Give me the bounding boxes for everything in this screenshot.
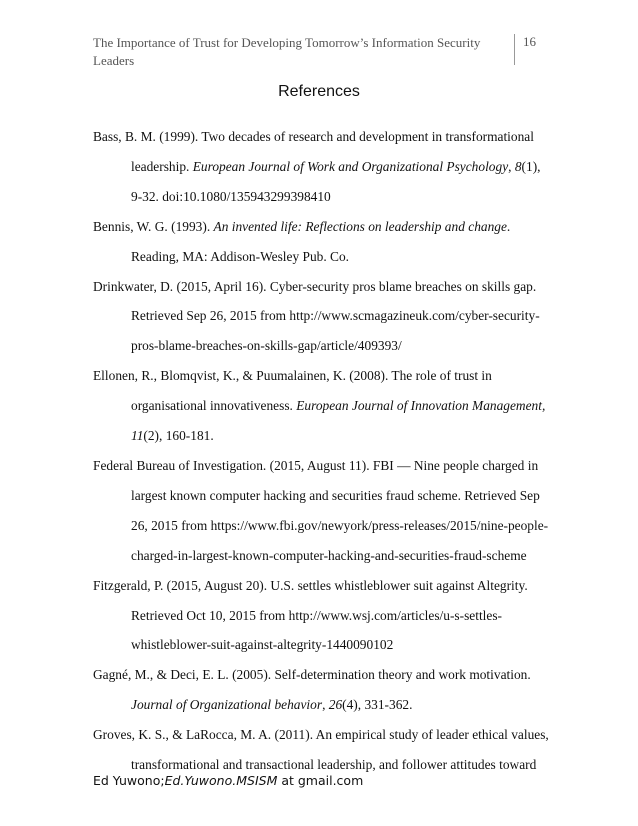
- reference-entry: Bass, B. M. (1999). Two decades of research and development in transformational leadership. European Journal of Work and Organizational Psychology, 8(1), 9-32. doi:10.1080/135943299398410: [93, 129, 541, 204]
- reference-entry: Bennis, W. G. (1993). An invented life: Reflections on leadership and change. Reading, MA: Addison-Wesley Pub. Co.: [93, 218, 511, 264]
- footer-contact: Ed Yuwono;Ed.Yuwono.MSISM at gmail.com: [93, 773, 364, 788]
- reference-entry: Fitzgerald, P. (2015, August 20). U.S. settles whistleblower suit against Altegrity. Retrieved Oct 10, 2015 from http://www.wsj.com/articles/u-s-settles-whistleblower-suit-against-altegrity-1440090102: [93, 577, 528, 653]
- reference-list: [93, 122, 553, 780]
- reference-entry: Ellonen, R., Blomqvist, K., & Puumalainen, K. (2008). The role of trust in organisational innovativeness. European Journal of Innovation Management, 11(2), 160-181.: [93, 368, 546, 444]
- reference-entry: Gagné, M., & Deci, E. L. (2005). Self-determination theory and work motivation. Journal of Organizational behavior, 26(4), 331-362.: [93, 667, 531, 713]
- running-header-title: The Importance of Trust for Developing Tomorrow’s Information Security Leaders: [93, 35, 481, 68]
- reference-entry: Drinkwater, D. (2015, April 16). Cyber-security pros blame breaches on skills gap. Retrieved Sep 26, 2015 from http://www.scmagazineuk.com/cyber-security-pros-blame-breaches-on-skills-gap/article/409393/: [93, 278, 540, 354]
- header-divider: [514, 34, 515, 65]
- reference-entry: Federal Bureau of Investigation. (2015, August 11). FBI — Nine people charged in largest known computer hacking and securities fraud scheme. Retrieved Sep 26, 2015 from https://www.fbi.gov/newyork/press-releases/2015/nine-people-charged-in-largest-known-computer-hacking-and-securities-fraud-scheme: [93, 457, 549, 563]
- references-heading: References: [278, 83, 360, 100]
- page-number: 16: [523, 34, 536, 49]
- reference-entry: Groves, K. S., & LaRocca, M. A. (2011). An empirical study of leader ethical values, transformational and transactional leadership, and follower attitudes toward: [93, 727, 549, 773]
